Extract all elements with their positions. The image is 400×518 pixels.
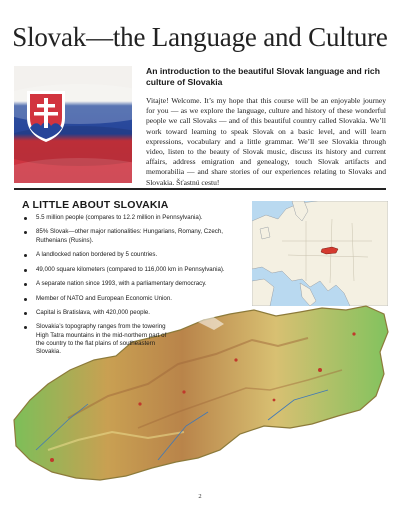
list-item: 5.5 million people (compares to 12.2 million in Pennsylvania).	[22, 214, 252, 222]
fact-list	[22, 214, 252, 362]
list-item: A landlocked nation bordered by 5 countries.	[22, 251, 252, 259]
coat-of-arms-icon	[24, 88, 68, 144]
page-number: 2	[198, 493, 202, 500]
intro-heading: An introduction to the beautiful Slovak language and rich culture of Slovakia	[146, 66, 380, 87]
europe-locator-map	[252, 201, 388, 306]
list-item: A separate nation since 1993, with a parliamentary democracy.	[22, 280, 252, 288]
list-item: Member of NATO and European Economic Union.	[22, 295, 252, 303]
list-item: Capital is Bratislava, with 420,000 people.	[22, 309, 252, 317]
list-item: Slovakia’s topography ranges from the towering High Tatra mountains in the mid-northern part of the country to the flat plains of southeastern Slovakia.	[22, 323, 176, 355]
slovak-flag-image	[14, 66, 132, 183]
section-divider	[14, 188, 386, 190]
intro-body: Vitajte! Welcome. It’s my hope that this course will be an enjoyable journey for you — as we explore the language, culture and history of these wonderful people we call Slovaks — and of this beautiful country called Slovakia. We’ll work toward learning to speak Slovak on a basic level, and will learn expressions, vocabulary and a little grammar. We’ll see Slovakia through video, listen to the beauty of Slovak music, discuss its history and current affairs, address emigration and genealogy, touch Slovak artifacts and memorabilia — and share stories of our experiences relating to Slovaks and Slovakia. Šťastnú cestu!	[146, 96, 386, 187]
europe-map-graphic	[252, 201, 388, 306]
page-title: Slovak—the Language and Culture	[12, 22, 388, 52]
list-item: 85% Slovak—other major nationalities: Hungarians, Romany, Czech, Ruthenians (Rusins).	[22, 228, 252, 244]
section-heading: A LITTLE ABOUT SLOVAKIA	[22, 199, 169, 211]
list-item: 49,000 square kilometers (compared to 116,000 km in Pennsylvania).	[22, 266, 252, 274]
